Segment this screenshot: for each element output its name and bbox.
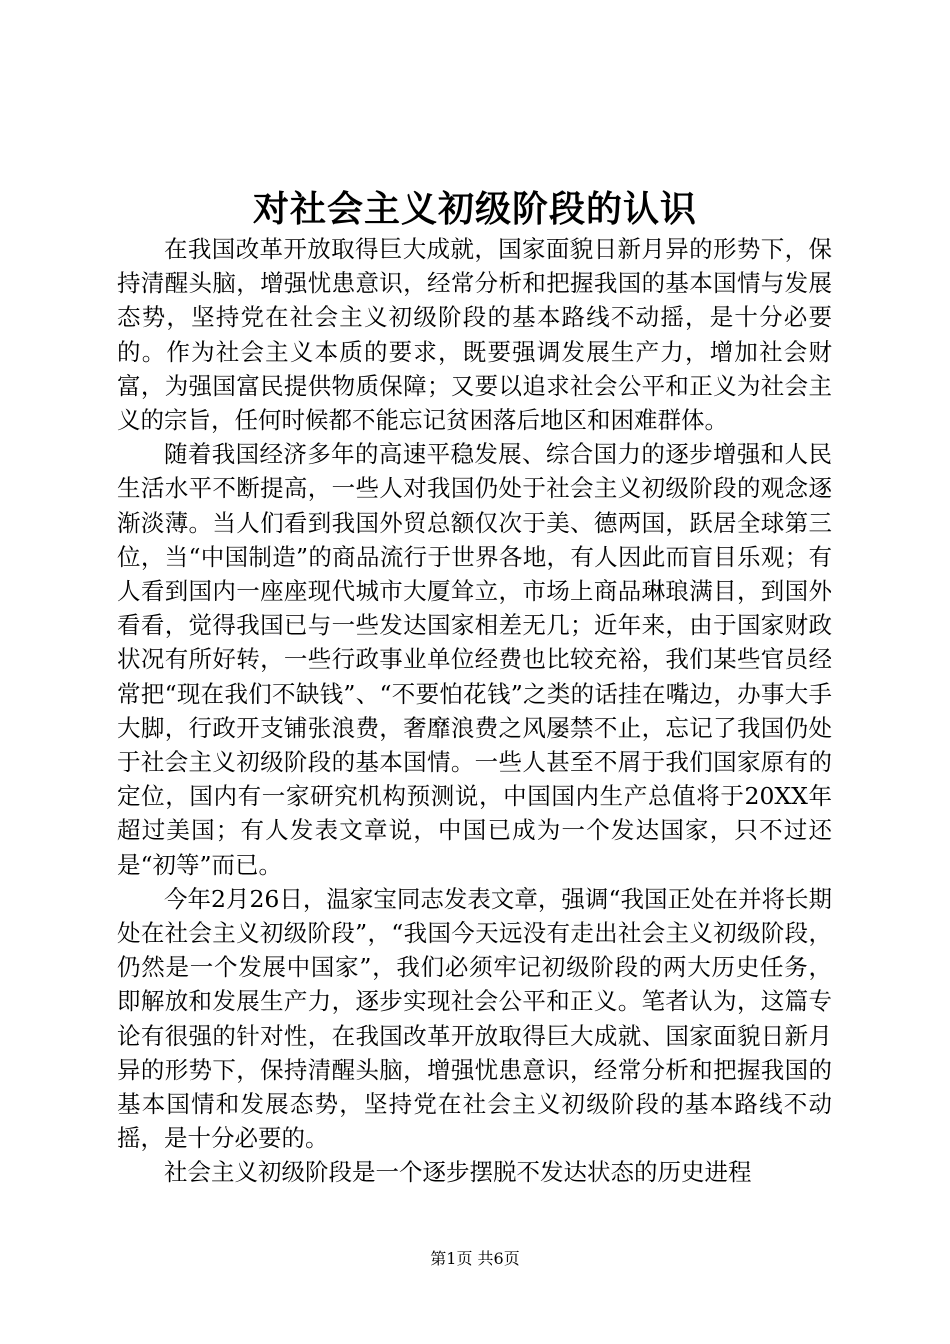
- document-title: 对社会主义初级阶段的认识: [252, 188, 697, 230]
- paragraph-1: 在我国改革开放取得巨大成就，国家面貌日新月异的形势下，保持清醒头脑，增强忧患意识，经常分析和把握我国的基本国情与发展态势，坚持党在社会主义初级阶段的基本路线不动摇，是十分必要的。作为社会主义本质的要求，既要强调发展生产力，增加社会财富，为强国富民提供物质保障；又要以追求社会公平和正义为社会主义的宗旨，任何时候都不能忘记贫困落后地区和困难群体。: [117, 235, 832, 435]
- paragraph-4: 社会主义初级阶段是一个逐步摆脱不发达状态的历史进程: [164, 1158, 752, 1187]
- paragraph-3: 今年2月26日，温家宝同志发表文章，强调“我国正处在并将长期处在社会主义初级阶段”，“我国今天远没有走出社会主义初级阶段，仍然是一个发展中国家”，我们必须牢记初级阶段的两大历史任务，即解放和发展生产力，逐步实现社会公平和正义。笔者认为，这篇专论有很强的针对性，在我国改革开放取得巨大成就、国家面貌日新月异的形势下，保持清醒头脑，增强忧患意识，经常分析和把握我国的基本国情和发展态势，坚持党在社会主义初级阶段的基本路线不动摇，是十分必要的。: [117, 884, 832, 1153]
- page-number-footer: 第1页 共6页: [430, 1249, 520, 1268]
- paragraph-2: 随着我国经济多年的高速平稳发展、综合国力的逐步增强和人民生活水平不断提高，一些人对我国仍处于社会主义初级阶段的观念逐渐淡薄。当人们看到我国外贸总额仅次于美、德两国，跃居全球第三位，当“中国制造”的商品流行于世界各地，有人因此而盲目乐观；有人看到国内一座座现代城市大厦耸立，市场上商品琳琅满目，到国外看看，觉得我国已与一些发达国家相差无几；近年来，由于国家财政状况有所好转，一些行政事业单位经费也比较充裕，我们某些官员经常把“现在我们不缺钱”、“不要怕花钱”之类的话挂在嘴边，办事大手大脚，行政开支铺张浪费，奢靡浪费之风屡禁不止，忘记了我国仍处于社会主义初级阶段的基本国情。一些人甚至不屑于我们国家原有的定位，国内有一家研究机构预测说，中国国内生产总值将于20XX年超过美国；有人发表文章说，中国已成为一个发达国家，只不过还是“初等”而已。: [117, 440, 832, 879]
- document-body: [117, 232, 832, 1190]
